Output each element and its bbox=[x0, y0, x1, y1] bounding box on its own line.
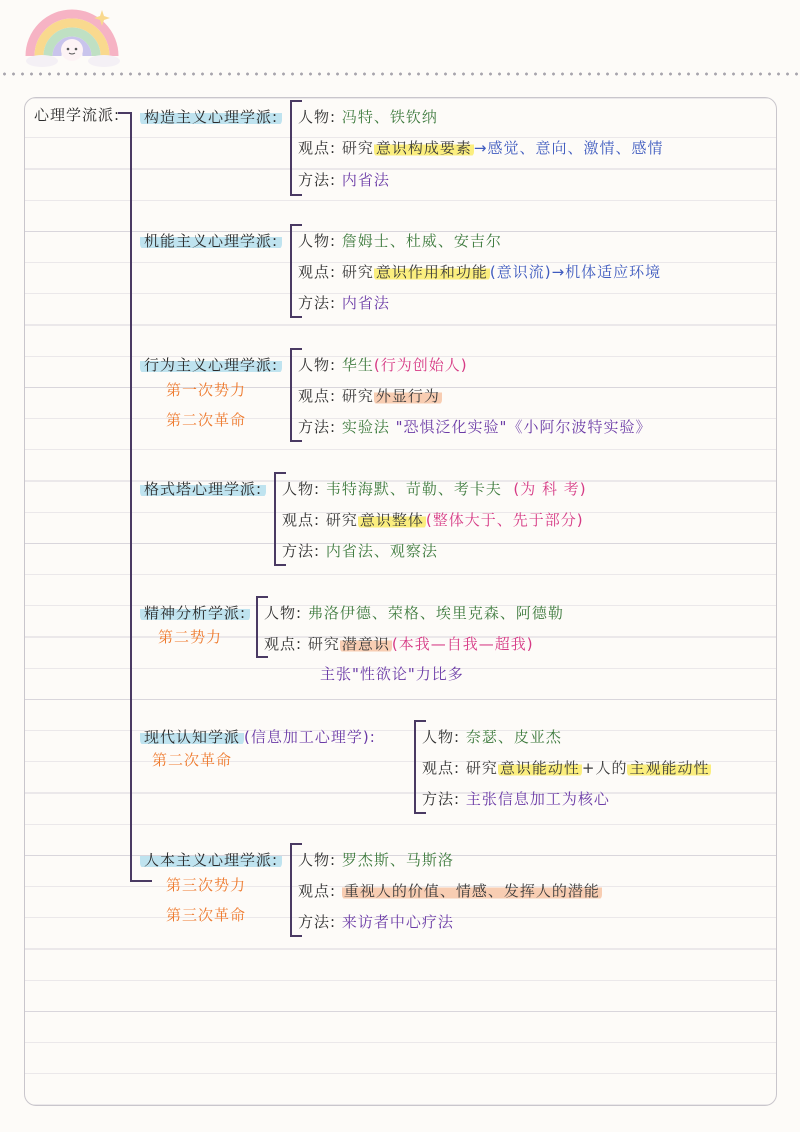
root-spine bbox=[130, 112, 132, 882]
row-view: 观点: 研究 意识能动性 +人的 主观能动性 bbox=[422, 759, 710, 777]
bracket bbox=[290, 348, 292, 442]
row-method: 方法: 内省法 bbox=[298, 171, 390, 189]
root-connector bbox=[118, 112, 130, 114]
root-label: 心理学流派: bbox=[34, 106, 121, 124]
row-method: 方法: 主张信息加工为核心 bbox=[422, 790, 610, 808]
row-view: 观点: 研究 潜意识 (本我—自我—超我) bbox=[264, 635, 534, 653]
row-people: 人物: 奈瑟、皮亚杰 bbox=[422, 728, 562, 746]
school-name: 机能主义心理学派: bbox=[140, 231, 282, 251]
dotted-divider bbox=[0, 72, 800, 76]
freud-note: 主张"性欲论"力比多 bbox=[320, 665, 464, 683]
root-spine-end bbox=[130, 880, 152, 882]
rainbow-icon bbox=[22, 6, 122, 68]
row-people: 人物: 韦特海默、苛勒、考卡夫 (为 科 考) bbox=[282, 480, 587, 498]
row-people: 人物: 冯特、铁钦纳 bbox=[298, 108, 438, 126]
school-name: 构造主义心理学派: bbox=[140, 107, 282, 127]
row-view: 观点: 研究 意识整体 (整体大于、先于部分) bbox=[282, 511, 584, 529]
school-note: 第一次势力 bbox=[166, 381, 247, 399]
bracket bbox=[414, 720, 416, 814]
school-note: 第三次势力 bbox=[166, 876, 247, 894]
row-method: 方法: 实验法 "恐惧泛化实验"《小阿尔波特实验》 bbox=[298, 418, 652, 436]
row-people: 人物: 詹姆士、杜威、安吉尔 bbox=[298, 232, 502, 250]
row-method: 方法: 来访者中心疗法 bbox=[298, 913, 454, 931]
row-people: 人物: 华生(行为创始人) bbox=[298, 356, 468, 374]
row-method: 方法: 内省法、观察法 bbox=[282, 542, 438, 560]
row-view: 观点: 研究 意识构成要素 →感觉、意向、激情、感情 bbox=[298, 139, 664, 157]
school-name: 现代认知学派 (信息加工心理学): bbox=[140, 727, 376, 747]
school-name: 人本主义心理学派: bbox=[140, 850, 282, 870]
bracket bbox=[256, 596, 258, 658]
school-note: 第二次革命 bbox=[152, 751, 233, 769]
row-view: 观点: 研究 外显行为 bbox=[298, 387, 440, 405]
school-name: 格式塔心理学派: bbox=[140, 479, 266, 499]
bracket bbox=[274, 472, 276, 566]
bracket bbox=[290, 100, 292, 196]
bracket bbox=[290, 224, 292, 318]
row-view: 观点: 重视人的价值、情感、发挥人的潜能 bbox=[298, 882, 600, 900]
school-note: 第三次革命 bbox=[166, 906, 247, 924]
row-people: 人物: 罗杰斯、马斯洛 bbox=[298, 851, 454, 869]
school-name: 行为主义心理学派: bbox=[140, 355, 282, 375]
bracket bbox=[290, 843, 292, 937]
school-note: 第二次革命 bbox=[166, 411, 247, 429]
school-note: 第二势力 bbox=[158, 628, 223, 646]
school-name: 精神分析学派: bbox=[140, 603, 250, 623]
row-people: 人物: 弗洛伊德、荣格、埃里克森、阿德勒 bbox=[264, 604, 564, 622]
row-method: 方法: 内省法 bbox=[298, 294, 390, 312]
row-view: 观点: 研究 意识作用和功能 (意识流)→机体适应环境 bbox=[298, 263, 662, 281]
